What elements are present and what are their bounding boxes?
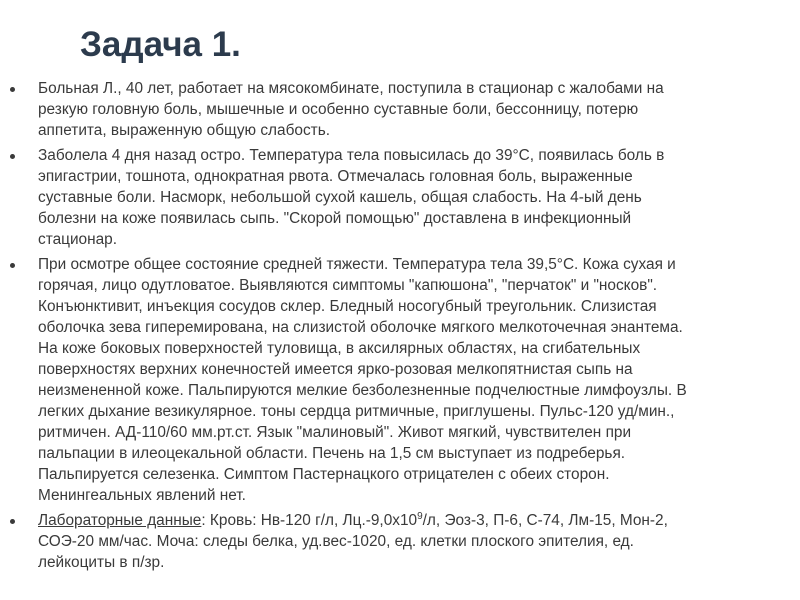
text-line: стационар. [38,231,117,248]
paragraph-lab-data [38,510,776,573]
paragraph-anamnesis [38,145,776,250]
bullet-examination [0,254,800,506]
bullet-lab-data [0,510,800,573]
slide-title: Задача 1. [80,25,241,64]
text-line: СОЭ-20 мм/час. Моча: следы белка, уд.вес-1020, ед. клетки плоского эпителия, ед. [38,533,634,550]
text-line: резкую головную боль, мышечные и особенно суставные боли, бессонницу, потерю [38,101,639,118]
bullet-dot-icon [10,154,15,159]
superscript-exponent: 9 [417,510,423,522]
text-line: При осмотре общее состояние средней тяжести. Температура тела 39,5°С. Кожа сухая и [38,256,676,273]
text-segment: /л, Эоз-3, П-6, С-74, Лм-15, Мон-2, [422,512,668,529]
bullet-dot-icon [10,87,15,92]
text-line: лейкоциты в п/зр. [38,554,165,571]
bullet-anamnesis [0,145,800,250]
text-line: эпигастрии, тошнота, однократная рвота. Отмечалась головная боль, выраженные [38,168,633,185]
paragraph-complaints [38,78,776,141]
text-segment: : Кровь: Нв-120 г/л, Лц.-9,0х10 [201,512,418,529]
paragraph-examination [38,254,776,506]
text-line: неизмененной коже. Пальпируются мелкие безболезненные подчелюстные лимфоузлы. В [38,382,687,399]
text-line: аппетита, выраженную общую слабость. [38,122,331,139]
text-line: легких дыхание везикулярное. тоны сердца ритмичные, приглушены. Пульс-120 уд/мин., [38,403,675,420]
text-line: Заболела 4 дня назад остро. Температура тела повысилась до 39°С, появилась боль в [38,147,665,164]
bullet-complaints [0,78,800,141]
text-line: Больная Л., 40 лет, работает на мясокомбинате, поступила в стационар с жалобами на [38,80,664,97]
text-line: Менингеальных явлений нет. [38,487,246,504]
bullet-list [0,78,800,577]
text-line: болезни на коже появилась сыпь. "Скорой помощью" доставлена в инфекционный [38,210,632,227]
text-line: Пальпируется селезенка. Симптом Пастернацкого отрицателен с обеих сторон. [38,466,610,483]
text-line: ритмичен. АД-110/60 мм.рт.ст. Язык "малиновый". Живот мягкий, чувствителен при [38,424,632,441]
text-line: суставные боли. Насморк, небольшой сухой кашель, общая слабость. На 4-ый день [38,189,642,206]
text-line: горячая, лицо одутловатое. Выявляются симптомы "капюшона", "перчаток" и "носков". [38,277,658,294]
text-line: пальпации в илеоцекальной области. Печень на 1,5 см выступает из подреберья. [38,445,626,462]
text-line: На коже боковых поверхностей туловища, в аксилярных областях, на сгибательных [38,340,641,357]
text-line: оболочка зева гиперемирована, на слизистой оболочке мягкого мелкоточечная энантема. [38,319,683,336]
text-line: поверхностях верхних конечностей имеется ярко-розовая мелкопятнистая сыпь на [38,361,633,378]
lab-data-label: Лабораторные данные [38,512,202,529]
bullet-dot-icon [10,263,15,268]
text-line: Конъюнктивит, инъекция сосудов склер. Бледный носогубный треугольник. Слизистая [38,298,657,315]
bullet-dot-icon [10,519,15,524]
